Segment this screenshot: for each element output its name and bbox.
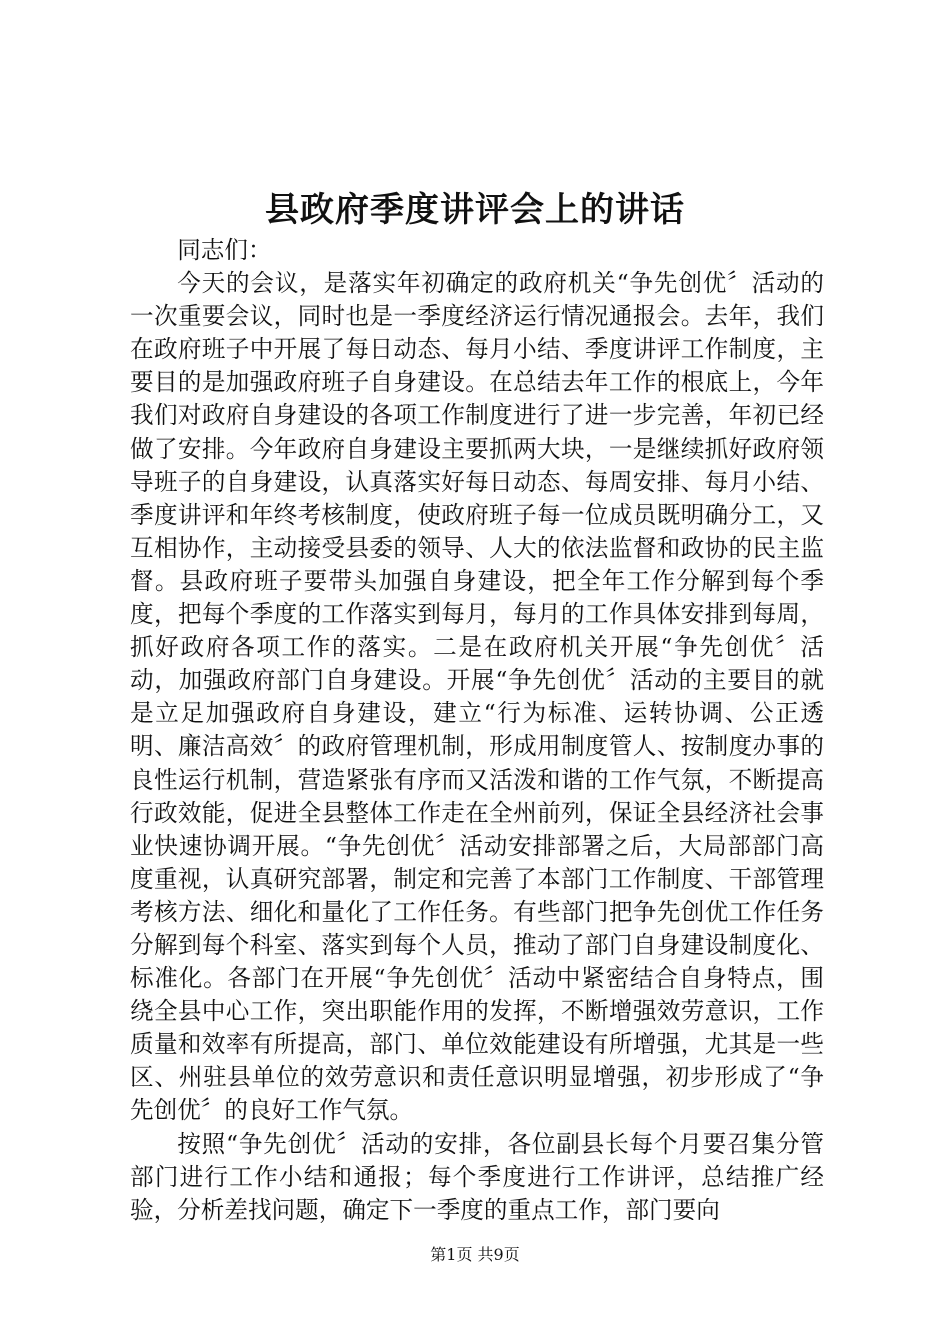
body-paragraph: 今天的会议，是落实年初确定的政府机关“争先创优〞活动的一次重要会议，同时也是一季度经济运行情况通报会。去年，我们在政府班子中开展了每日动态、每月小结、季度讲评工作制度，主要目的是加强政府班子自身建设。在总结去年工作的根底上，今年我们对政府自身建设的各项工作制度进行了进一步完善，年初已经做了安排。今年政府自身建设主要抓两大块，一是继续抓好政府领导班子的自身建设，认真落实好每日动态、每周安排、每月小结、季度讲评和年终考核制度，使政府班子每一位成员既明确分工，又互相协作，主动接受县委的领导、人大的依法监督和政协的民主监督。县政府班子要带头加强自身建设，把全年工作分解到每个季度，把每个季度的工作落实到每月，每月的工作具体安排到每周，抓好政府各项工作的落实。二是在政府机关开展“争先创优〞活动，加强政府部门自身建设。开展“争先创优〞活动的主要目的就是立足加强政府自身建设，建立“行为标准、运转协调、公正透明、廉洁高效〞的政府管理机制，形成用制度管人、按制度办事的良性运行机制，营造紧张有序而又活泼和谐的工作气氛，不断提高行政效能，促进全县整体工作走在全州前列，保证全县经济社会事业快速协调开展。“争先创优〞活动安排部署之后，大局部部门高度重视，认真研究部署，制定和完善了本部门工作制度、干部管理考核方法、细化和量化了工作任务。有些部门把争先创优工作任务分解到每个科室、落实到每个人员，推动了部门自身建设制度化、标准化。各部门在开展“争先创优〞活动中紧密结合自身特点，围绕全县中心工作，突出职能作用的发挥，不断增强效劳意识，工作质量和效率有所提高，部门、单位效能建设有所增强，尤其是一些区、州驻县单位的效劳意识和责任意识明显增强，初步形成了“争先创优〞的良好工作气氛。 <box>130 269 824 1125</box>
document-title: 县政府季度讲评会上的讲话 <box>265 190 685 230</box>
page-footer: 第1页 共9页 <box>430 1245 520 1264</box>
salutation: 同志们： <box>177 236 272 264</box>
body-paragraph: 按照“争先创优〞活动的安排，各位副县长每个月要召集分管部门进行工作小结和通报；每个季度进行工作讲评，总结推广经验，分析差找问题，确定下一季度的重点工作，部门要向 <box>130 1129 824 1224</box>
document-body <box>130 234 824 1227</box>
